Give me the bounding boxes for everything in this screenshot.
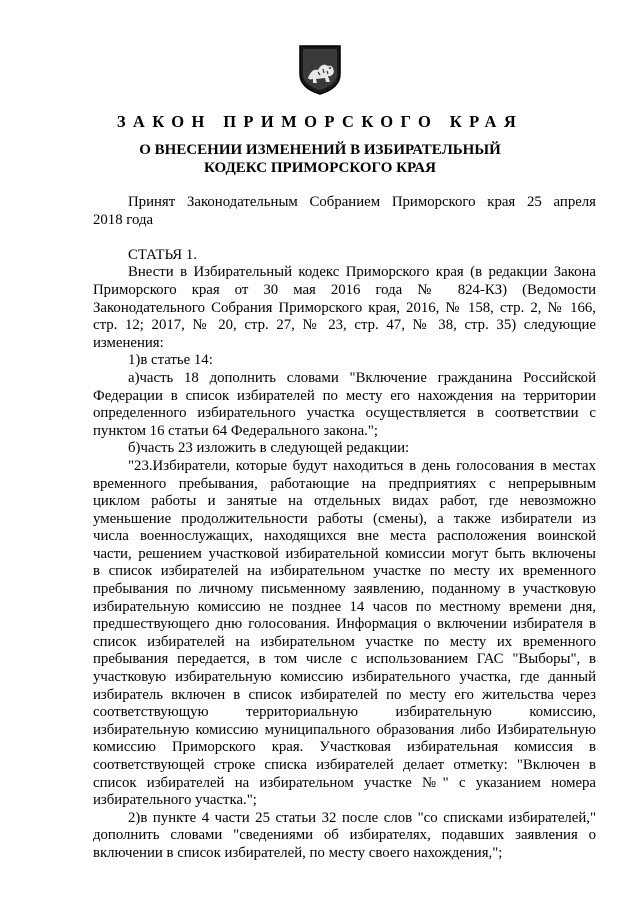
text-line: Внести в Избирательный кодекс Приморского края (в редакции Закона bbox=[128, 264, 596, 281]
text-line: части, решением участковой избирательной комиссии могут быть включены bbox=[93, 545, 596, 562]
text-line: дополнить словами "сведениями об избирателях, подавших заявления о bbox=[93, 827, 596, 844]
text-line: пунктом 16 статьи 64 Федерального закона."; bbox=[93, 422, 378, 439]
primorsky-krai-coat-of-arms-icon bbox=[298, 44, 342, 96]
text-line: циклом работы и занятые на отдельных видах работ, где невозможно bbox=[93, 493, 596, 510]
law-subtitle bbox=[0, 141, 640, 177]
text-line: "23.Избиратели, которые будут находиться в день голосования в местах bbox=[128, 457, 596, 474]
subtitle-line: О ВНЕСЕНИИ ИЗМЕНЕНИЙ В ИЗБИРАТЕЛЬНЫЙ bbox=[139, 142, 501, 158]
text-line: Федерации в список избирателей по месту его нахождения на территории bbox=[93, 387, 596, 404]
document-body bbox=[93, 194, 596, 863]
text-line: комиссию Приморского края. Участковая избирательная комиссия в bbox=[93, 739, 596, 756]
text-line: Принят Законодательным Собранием Приморского края 25 апреля bbox=[128, 194, 596, 210]
text-line: пребывания передается, в том числе с использованием ГАС "Выборы", в bbox=[93, 651, 596, 668]
text-line: пребывания по личному письменному заявлению, поданному в участковую bbox=[93, 581, 596, 598]
text-line: а)часть 18 дополнить словами "Включение гражданина Российской bbox=[128, 369, 596, 386]
text-line: Законодательного Собрания Приморского края, 2016, № 158, стр. 2, № 166, bbox=[93, 299, 596, 316]
paragraph-item-2 bbox=[93, 810, 596, 863]
text-line: участковую избирательную комиссию избирательного участка, где данный bbox=[93, 669, 596, 686]
text-line: избирательную комиссию не позднее 14 часов по местному времени дня, bbox=[93, 598, 596, 615]
text-line: б)часть 23 изложить в следующей редакции: bbox=[128, 440, 410, 457]
text-line: список избирателей на избирательном участке по месту их временного bbox=[93, 633, 596, 650]
text-line: избирательную комиссию муниципального образования либо Избирательную bbox=[93, 721, 596, 738]
text-line: избирательного участка."; bbox=[93, 792, 257, 809]
text-line: соответствующей строке списка избирателей делает отметку: "Включен в bbox=[93, 757, 596, 773]
law-title: ЗАКОН ПРИМОРСКОГО КРАЯ bbox=[116, 112, 524, 131]
paragraph-item-1 bbox=[93, 352, 596, 370]
text-line: 2)в пункте 4 части 25 статьи 32 после слов "со списками избирателей," bbox=[128, 809, 596, 826]
subtitle-line: КОДЕКС ПРИМОРСКОГО КРАЯ bbox=[204, 160, 436, 176]
text-line: предшествующего дню голосования. Информация о включении избирателя в bbox=[93, 616, 596, 633]
adoption-statement bbox=[93, 194, 596, 229]
paragraph-item-1b bbox=[93, 440, 596, 458]
text-line: числа военнослужащих, находящихся вне места расположения воинской bbox=[93, 528, 596, 545]
paragraph-item-1a bbox=[93, 370, 596, 440]
text-line: включении в список избирателей, по месту своего нахождения,"; bbox=[93, 844, 503, 861]
text-line: определенного избирательного участка осуществляется в соответствии с bbox=[93, 405, 596, 422]
text-line: список избирателей на избирательном участке №" с указанием номера bbox=[93, 774, 596, 791]
text-line: 2018 года bbox=[93, 211, 154, 228]
text-line: Приморского края от 30 мая 2016 года № 824-КЗ) (Ведомости bbox=[93, 281, 596, 298]
text-line: уменьшение продолжительности работы (смены), а также избиратели из bbox=[93, 510, 596, 527]
article-heading: СТАТЬЯ 1. bbox=[128, 246, 197, 263]
text-line: 1)в статье 14: bbox=[128, 352, 213, 369]
paragraph-part-23 bbox=[93, 458, 596, 810]
paragraph-intro bbox=[93, 264, 596, 352]
text-line: изменения: bbox=[93, 334, 164, 351]
text-line: стр. 12; 2017, № 20, стр. 27, № 23, стр. 47, № 38, стр. 35) следующие bbox=[93, 317, 596, 334]
text-line: в список избирателей на избирательном участке по месту их временного bbox=[93, 563, 596, 580]
text-line: временного пребывания, работающие на предприятиях с непрерывным bbox=[93, 475, 596, 492]
text-line: избиратель включен в список избирателей по месту его жительства через bbox=[93, 686, 596, 703]
text-line: соответствующую территориальную избирательную комиссию, bbox=[93, 704, 596, 721]
